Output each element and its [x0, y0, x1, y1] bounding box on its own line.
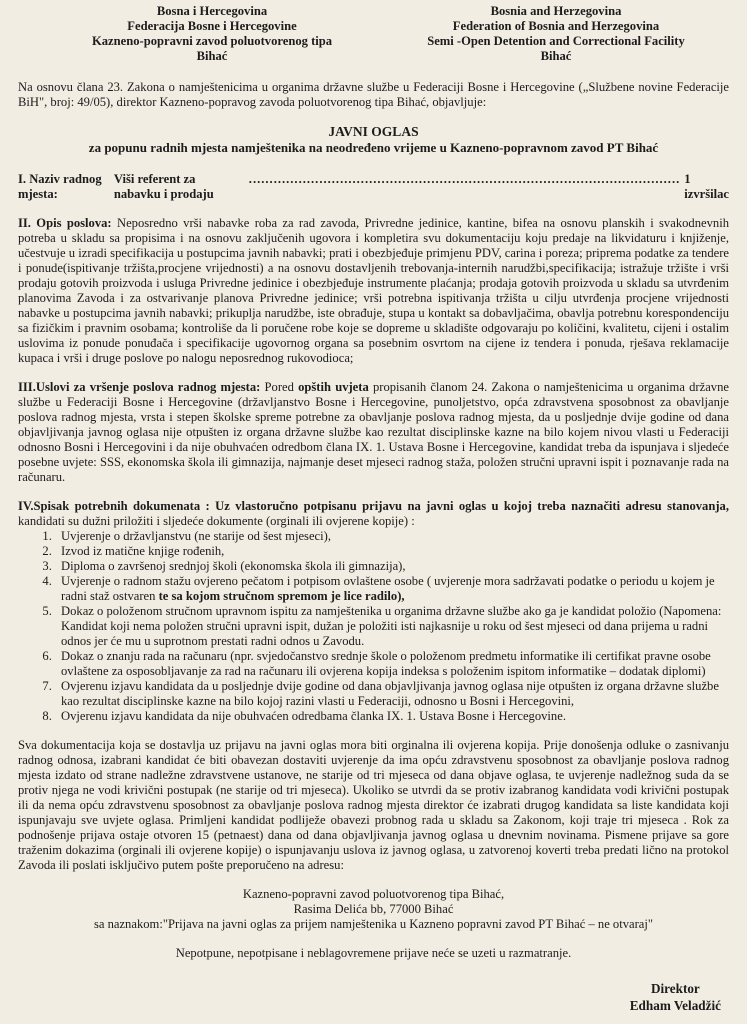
address-line: Rasima Delića bb, 77000 Bihać: [293, 902, 454, 916]
section-label: III.Uslovi za vršenje poslova radnog mjesta:: [18, 380, 261, 394]
job-title-value: Viši referent za nabavku i prodaju: [113, 172, 214, 201]
mailing-address: [18, 887, 729, 932]
list-item: 1. Uvjerenje o državljanstvu (ne starije od šest mjeseci),: [55, 529, 729, 544]
list-item: 2. Izvod iz matične knjige rođenih,: [55, 544, 729, 559]
address-line: Kazneno-popravni zavod poluotvorenog tipa Bihać,: [242, 887, 505, 901]
section-documents: [18, 499, 729, 724]
note-text: Nepotpune, nepotpisane i neblagovremene prijave neće se uzeti u razmatranje.: [175, 946, 572, 960]
documents-intro: [18, 499, 729, 529]
letterhead-line: Bihać: [540, 49, 572, 63]
section-text: propisanih članom 24. Zakona o namještenicima u organima državne službe u Federaciji Bosne i Hercegovine (državljanstvo Bosne i Hercegovine, punoljetstvo, opća zdravstvena sposobnost za obavljanje poslova radnog mjesta, vrsta i stepen školske spreme potrebne za obavljanje poslova radnog mjesta, da u posljednje dvije godine od dana objavljivanja javnog oglasa nije otpušten iz organa državne službe kao rezultat disciplinske kazne na bilo kojem nivou vlasti u Federaciji odnosno Bosni i Hercegovini i da nije obuhvaćen odredbom člana IX. 1. Ustava Bosne i Hercegovine, kandidat treba da ispunjava i sljedeće posebne uvjete: SSS, ekonomska škola ili gimnazija, najmanje deset mjeseci radnog staža, položen stručni upravni ispit i poznavanje rada na računaru.: [18, 380, 729, 484]
letterhead-line: Federacija Bosne i Hercegovine: [127, 19, 297, 33]
list-item: [55, 574, 729, 604]
letterhead-line: Semi -Open Detention and Correctional Facility: [427, 34, 685, 48]
intro-paragraph: Na osnovu člana 23. Zakona o namještenicima u organima državne službe u Federaciji Bosne i Hercegovine („Službene novine Federacije BiH", broj: 49/05), direktor Kazneno-popravog zavoda poluotvorenog tipa Bihać, objavljuje:: [18, 80, 729, 109]
letterhead: [18, 4, 729, 64]
list-item: 7. Ovjerenu izjavu kandidata da u posljednje dvije godine od dana objavljivanja javnog oglasa nije otpušten iz organa državne službe kao rezultat disciplinske kazne na bilo kojoj razini vlasti u Federaciji, odnosno u Bosni i Hercegovini,: [55, 679, 729, 709]
title-subtitle: za popunu radnih mjesta namještenika na neodređeno vrijeme u Kazneno-popravnom zavod PT Bihać: [88, 140, 659, 155]
letterhead-line: Kazneno-popravni zavod poluotvorenog tipa: [91, 34, 333, 48]
list-item: 6. Dokaz o znanju rada na računaru (npr. svjedočanstvo srednje škole o položenom predmetu informatike ili certifikat pravne osobe ovlaštene za osposobljavanje za rad na računaru ili ovjerena kopija indeksa s položenim ispitom informatike – dodatak diplomi): [55, 649, 729, 679]
job-count: 1 izvršilac: [684, 172, 729, 201]
section-conditions: [18, 380, 729, 485]
section-job-title: [18, 172, 729, 202]
signature-name: Edham Veladžić: [629, 998, 721, 1013]
section-label: IV.Spisak potrebnih dokumenata : Uz vlastoručno potpisanu prijavu na javni oglas u kojoj treba naznačiti adresu stanovanja,: [18, 499, 729, 513]
section-text-pre: Pored: [264, 380, 294, 394]
list-item-text: Uvjerenje o radnom stažu ovjereno pečatom i potpisom ovlaštene osobe ( uvjerenje mora sadržavati podatke o periodu u kojem je radni staž ostvaren: [61, 574, 715, 603]
job-title-label: I. Naziv radnog mjesta:: [18, 172, 102, 201]
list-item: 3. Diploma o završenoj srednjoj školi (ekonomska škola ili gimnazija),: [55, 559, 729, 574]
documents-list: [18, 529, 729, 724]
letterhead-english: [401, 4, 711, 64]
title-main: JAVNI OGLAS: [328, 124, 419, 139]
closing-paragraph: Sva dokumentacija koja se dostavlja uz prijavu na javni oglas mora biti orginalna ili ovjerena kopija. Prije donošenja odluke o zasnivanju radnog odnosa, izabrani kandidat će biti obavezan dostaviti uvjerenje da ima opću zdravstvenu sposobnost za obavljanje poslova radnog mjesta izdato od strane nadležne zdravstvene ustanove, ne starije od tri mjeseca od dana objave oglasa, te uvjerenje nadležnog suda da se protiv njega ne vodi krivični postupak (ne starije od tri mjeseca). Ukoliko se utvrdi da se protiv izabranog kandidata vodi krivični postupak ili da nema opću zdravstvenu sposobnost za obavljanje poslova radnog mjesta direktor će izabrati drugog kandidata sa liste kandidata koji ispunjavaju sve uvjete oglasa. Primljeni kandidat podliježe obavezi probnog rada u skladu sa Zakonom, koji traje tri mjeseca . Rok za podnošenje prijava ostaje otvoren 15 (petnaest) dana od dana objavljivanja javnog oglasa u dnevnim novinama. Pismene prijave sa gore traženim dokazima (orginali ili ovjerene kopije) o ispunjavanju uslova iz javnog oglasa, u zatvorenoj koverti treba predati lično na protokol Zavoda ili poslati isključivo putem pošte preporučeno na adresu:: [18, 738, 729, 872]
section-bold-word: opštih uvjeta: [298, 380, 369, 394]
section-text: kandidati su dužni priložiti i sljedeće dokumente (orginali ili ovjerene kopije) :: [18, 514, 415, 528]
document-title: [18, 124, 729, 156]
letterhead-line: Bosnia and Herzegovina: [490, 4, 622, 18]
section-text: Neposredno vrši nabavke roba za rad zavoda, Privredne jedinice, kantine, bifea na osnovu planskih i svakodnevnih potreba u skladu sa propisima i na osnovu zaključenih ugovora i kompletira svu dokumentaciju koju predaje na likvidaturu i knjiženje, učestvuje u izradi specifikacija u postupcima javnih nabavki; prati i obezbjeđuje primjenu PDV, carina i poreza; priprema podatke za tendere i ponude(ispitivanje tržišta,procjene vrijednosti) a na osnovu dostavljenih trebovanja-internih narudžbi,specifikacija; istražuje tržište i vrši prodaju gotovih proizvoda i usluga Privredne jedinice i obezbjeđuje instrumente plaćanja; prodaja gotovih proizvoda u skladu sa utvrđenim planovima Zavoda i za ostvarivanje planova Privredne jedinice; vrši potrebna ispitivanja tržišta u cilju utvrđenja procjene vrijednosti nabavke u postupcima javnih nabavki; prikuplja narudžbe, iste obrađuje, stupa u kontakt sa dobavljačima, obavlja potrebnu korespondenciju sa fizičkim i pravnim osobama; kontroliše da li poručene robe koje se dopreme u skladište odgovaraju po količini, kvalitetu, cijeni i ostalim uslovima iz ponude ponuđača i specifikacije ugovornog organa sa posebnim osvrtom na cijene iz tendera i ponuda, rješava reklamacije kupaca i vrši i druge poslove po nalogu neposrednog rukovodioca;: [18, 216, 729, 365]
section-job-description: [18, 216, 729, 366]
letterhead-line: Bihać: [196, 49, 228, 63]
list-item: 5. Dokaz o položenom stručnom upravnom ispitu za namještenika u organima državne službe ako ga je kandidat položio (Napomena: Kandidat koji nema položen stručni upravni ispit, dužan je položiti isti najkasnije u roku od šest mjeseci od dana prijema u radni odnos jer će mu u suprotnom prestati radni odnos u Zavodu.: [55, 604, 729, 649]
address-line: sa naznakom:"Prijava na javni oglas za prijem namještenika u Kazneno popravni zavod PT Bihać – ne otvaraj": [93, 917, 654, 931]
signature-block: [630, 980, 721, 1014]
letterhead-bosnian: [62, 4, 362, 64]
letterhead-line: Federation of Bosnia and Herzegovina: [452, 19, 660, 33]
list-item-bold: te sa kojom stručnom spremom je lice radilo),: [158, 589, 405, 603]
letterhead-line: Bosna i Hercegovina: [156, 4, 268, 18]
section-label: II. Opis poslova:: [18, 216, 112, 230]
signature-role: Direktor: [650, 981, 700, 996]
dot-leader: ........................................................................................................: [248, 172, 681, 186]
list-item: 8. Ovjerenu izjavu kandidata da nije obuhvaćen odredbama članka IX. 1. Ustava Bosne i Hercegovine.: [55, 709, 729, 724]
